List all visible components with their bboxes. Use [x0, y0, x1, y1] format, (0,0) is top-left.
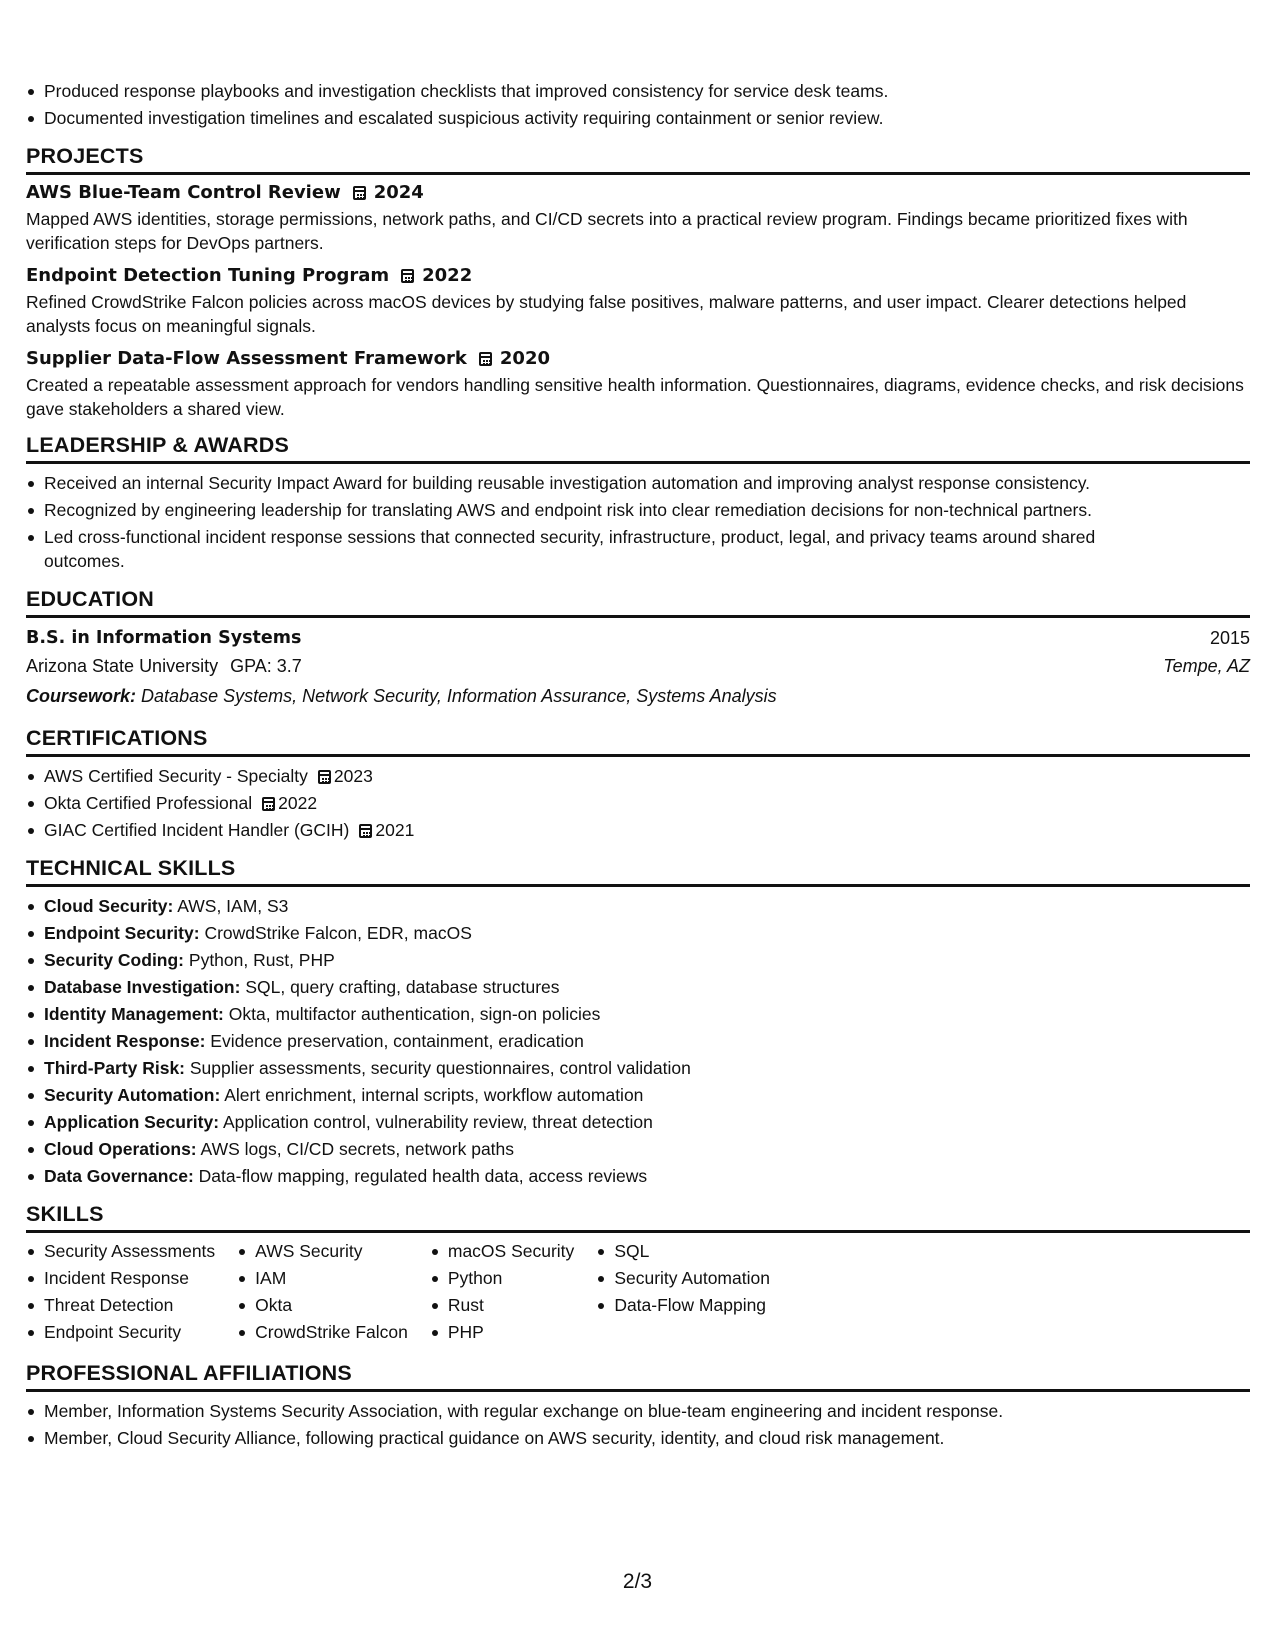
list-item: [26, 894, 1250, 918]
project-description: Refined CrowdStrike Falcon policies across macOS devices by studying false positives, malware patterns, and user impact. Clearer detections helped analysts focus on meaningful signals.: [26, 292, 1187, 336]
list-item: Security Automation: [596, 1266, 770, 1290]
list-item: [26, 1137, 1250, 1161]
skill-value: AWS, IAM, S3: [177, 896, 289, 916]
skill-value: Alert enrichment, internal scripts, workflow automation: [224, 1085, 644, 1105]
experience-bullets: [26, 79, 1250, 130]
leadership-list: [26, 471, 1250, 573]
project-name: AWS Blue-Team Control Review: [26, 182, 341, 203]
certifications-section: [26, 726, 1250, 842]
skill-value: Data-flow mapping, regulated health data, access reviews: [198, 1166, 648, 1186]
graduation-year: 2015: [1209, 628, 1250, 648]
section-title: CERTIFICATIONS: [26, 726, 1250, 757]
cert-name: AWS Certified Security - Specialty: [44, 766, 308, 786]
list-item: Member, Information Systems Security Association, with regular exchange on blue-team engineering and incident response.: [26, 1399, 1250, 1423]
list-item: [26, 1164, 1250, 1188]
section-title: PROJECTS: [26, 144, 1250, 175]
section-title: TECHNICAL SKILLS: [26, 856, 1250, 887]
list-item: Data-Flow Mapping: [596, 1293, 770, 1317]
project-heading: [26, 348, 1250, 369]
list-item: Rust: [430, 1293, 574, 1317]
certifications-list: [26, 764, 1250, 842]
coursework-list: Database Systems, Network Security, Information Assurance, Systems Analysis: [141, 686, 777, 706]
skill-value: Python, Rust, PHP: [188, 950, 335, 970]
list-item: Produced response playbooks and investigation checklists that improved consistency for service desk teams.: [26, 79, 1250, 103]
skills-grid: [26, 1239, 1250, 1347]
list-item: [26, 1002, 1250, 1026]
list-item: Okta: [237, 1293, 408, 1317]
coursework-label: Coursework:: [26, 686, 137, 706]
list-item: [26, 1056, 1250, 1080]
calendar-icon: [353, 186, 366, 200]
project-item: [26, 348, 1250, 421]
skill-value: CrowdStrike Falcon, EDR, macOS: [204, 923, 472, 943]
skills-column: [430, 1239, 574, 1347]
leadership-section: [26, 433, 1250, 573]
cert-year: 2022: [278, 793, 318, 813]
school-name: Arizona State University: [26, 656, 219, 676]
list-item: Endpoint Security: [26, 1320, 215, 1344]
section-title: EDUCATION: [26, 587, 1250, 618]
list-item: Recognized by engineering leadership for translating AWS and endpoint risk into clear remediation decisions for non-technical partners.: [26, 498, 1250, 522]
skill-label: Security Coding:: [44, 950, 185, 970]
skill-label: Application Security:: [44, 1112, 220, 1132]
skill-label: Cloud Operations:: [44, 1139, 197, 1159]
list-item: [26, 948, 1250, 972]
affiliations-section: [26, 1361, 1250, 1450]
calendar-icon: [479, 352, 492, 366]
section-title: SKILLS: [26, 1202, 1250, 1233]
skill-label: Cloud Security:: [44, 896, 174, 916]
list-item: [26, 1083, 1250, 1107]
project-year: 2022: [422, 265, 473, 286]
project-description: Created a repeatable assessment approach for vendors handling sensitive health information. Questionnaires, diagrams, evidence checks, and risk decisions gave stakeholders a shared view.: [26, 375, 1244, 419]
list-item: [26, 764, 1250, 788]
list-item: Documented investigation timelines and escalated suspicious activity requiring containment or senior review.: [26, 106, 1250, 130]
coursework: [26, 682, 777, 710]
list-item: Security Assessments: [26, 1239, 215, 1263]
list-item: [26, 921, 1250, 945]
affiliations-list: [26, 1399, 1250, 1450]
section-title: LEADERSHIP & AWARDS: [26, 433, 1250, 464]
list-item: SQL: [596, 1239, 770, 1263]
calendar-icon: [262, 797, 275, 811]
skill-value: AWS logs, CI/CD secrets, network paths: [200, 1139, 515, 1159]
projects-section: [26, 144, 1250, 421]
skill-value: Evidence preservation, containment, eradication: [210, 1031, 584, 1051]
list-item: Led cross-functional incident response sessions that connected security, infrastructure, product, legal, and privacy teams around shared outcomes.: [26, 525, 1154, 573]
list-item: [26, 1029, 1250, 1053]
skill-value: Application control, vulnerability review, threat detection: [222, 1112, 653, 1132]
technical-skills-list: [26, 894, 1250, 1188]
section-title: PROFESSIONAL AFFILIATIONS: [26, 1361, 1250, 1392]
skill-label: Third-Party Risk:: [44, 1058, 185, 1078]
skills-section: [26, 1202, 1250, 1347]
list-item: Incident Response: [26, 1266, 215, 1290]
list-item: Member, Cloud Security Alliance, following practical guidance on AWS security, identity, and cloud risk management.: [26, 1426, 1250, 1450]
calendar-icon: [359, 824, 372, 838]
skill-label: Incident Response:: [44, 1031, 206, 1051]
project-year: 2020: [499, 348, 551, 369]
list-item: [26, 975, 1250, 999]
list-item: Received an internal Security Impact Award for building reusable investigation automation and improving analyst response consistency.: [26, 471, 1250, 495]
skill-label: Security Automation:: [44, 1085, 221, 1105]
list-item: CrowdStrike Falcon: [237, 1320, 408, 1344]
list-item: PHP: [430, 1320, 574, 1344]
skills-column: [237, 1239, 408, 1347]
page-number: 2/3: [622, 1570, 653, 1593]
coursework-row: [26, 682, 1250, 710]
list-item: macOS Security: [430, 1239, 574, 1263]
education-row-degree: [26, 624, 1250, 652]
cert-name: Okta Certified Professional: [44, 793, 253, 813]
school-info: [26, 652, 302, 680]
list-item: Threat Detection: [26, 1293, 215, 1317]
project-name: Supplier Data-Flow Assessment Framework: [26, 348, 467, 369]
list-item: IAM: [237, 1266, 408, 1290]
gpa: GPA: 3.7: [230, 656, 302, 676]
skill-value: SQL, query crafting, database structures: [245, 977, 560, 997]
project-heading: [26, 182, 1250, 203]
project-description: Mapped AWS identities, storage permissions, network paths, and CI/CD secrets into a practical review program. Findings became prioritized fixes with verification steps for DevOps partners.: [26, 209, 1188, 253]
skill-label: Data Governance:: [44, 1166, 194, 1186]
list-item: [26, 818, 1250, 842]
calendar-icon: [401, 269, 414, 283]
skill-value: Okta, multifactor authentication, sign-on policies: [228, 1004, 601, 1024]
skill-label: Database Investigation:: [44, 977, 241, 997]
degree: B.S. in Information Systems: [26, 628, 302, 648]
school-location: Tempe, AZ: [1163, 656, 1250, 676]
list-item: [26, 791, 1250, 815]
project-item: [26, 265, 1250, 338]
project-item: [26, 182, 1250, 255]
skills-column: [596, 1239, 770, 1347]
list-item: AWS Security: [237, 1239, 408, 1263]
resume-content: [26, 79, 1250, 1453]
skill-label: Endpoint Security:: [44, 923, 200, 943]
skills-column: [26, 1239, 215, 1347]
list-item: Python: [430, 1266, 574, 1290]
education-section: [26, 587, 1250, 710]
education-row-school: [26, 652, 1250, 680]
project-name: Endpoint Detection Tuning Program: [26, 265, 390, 286]
project-heading: [26, 265, 1250, 286]
project-year: 2024: [373, 182, 424, 203]
list-item: [26, 1110, 1250, 1134]
skill-label: Identity Management:: [44, 1004, 224, 1024]
cert-name: GIAC Certified Incident Handler (GCIH): [44, 820, 350, 840]
calendar-icon: [318, 770, 331, 784]
technical-skills-section: [26, 856, 1250, 1188]
cert-year: 2023: [333, 766, 373, 786]
skill-value: Supplier assessments, security questionnaires, control validation: [189, 1058, 691, 1078]
cert-year: 2021: [375, 820, 415, 840]
